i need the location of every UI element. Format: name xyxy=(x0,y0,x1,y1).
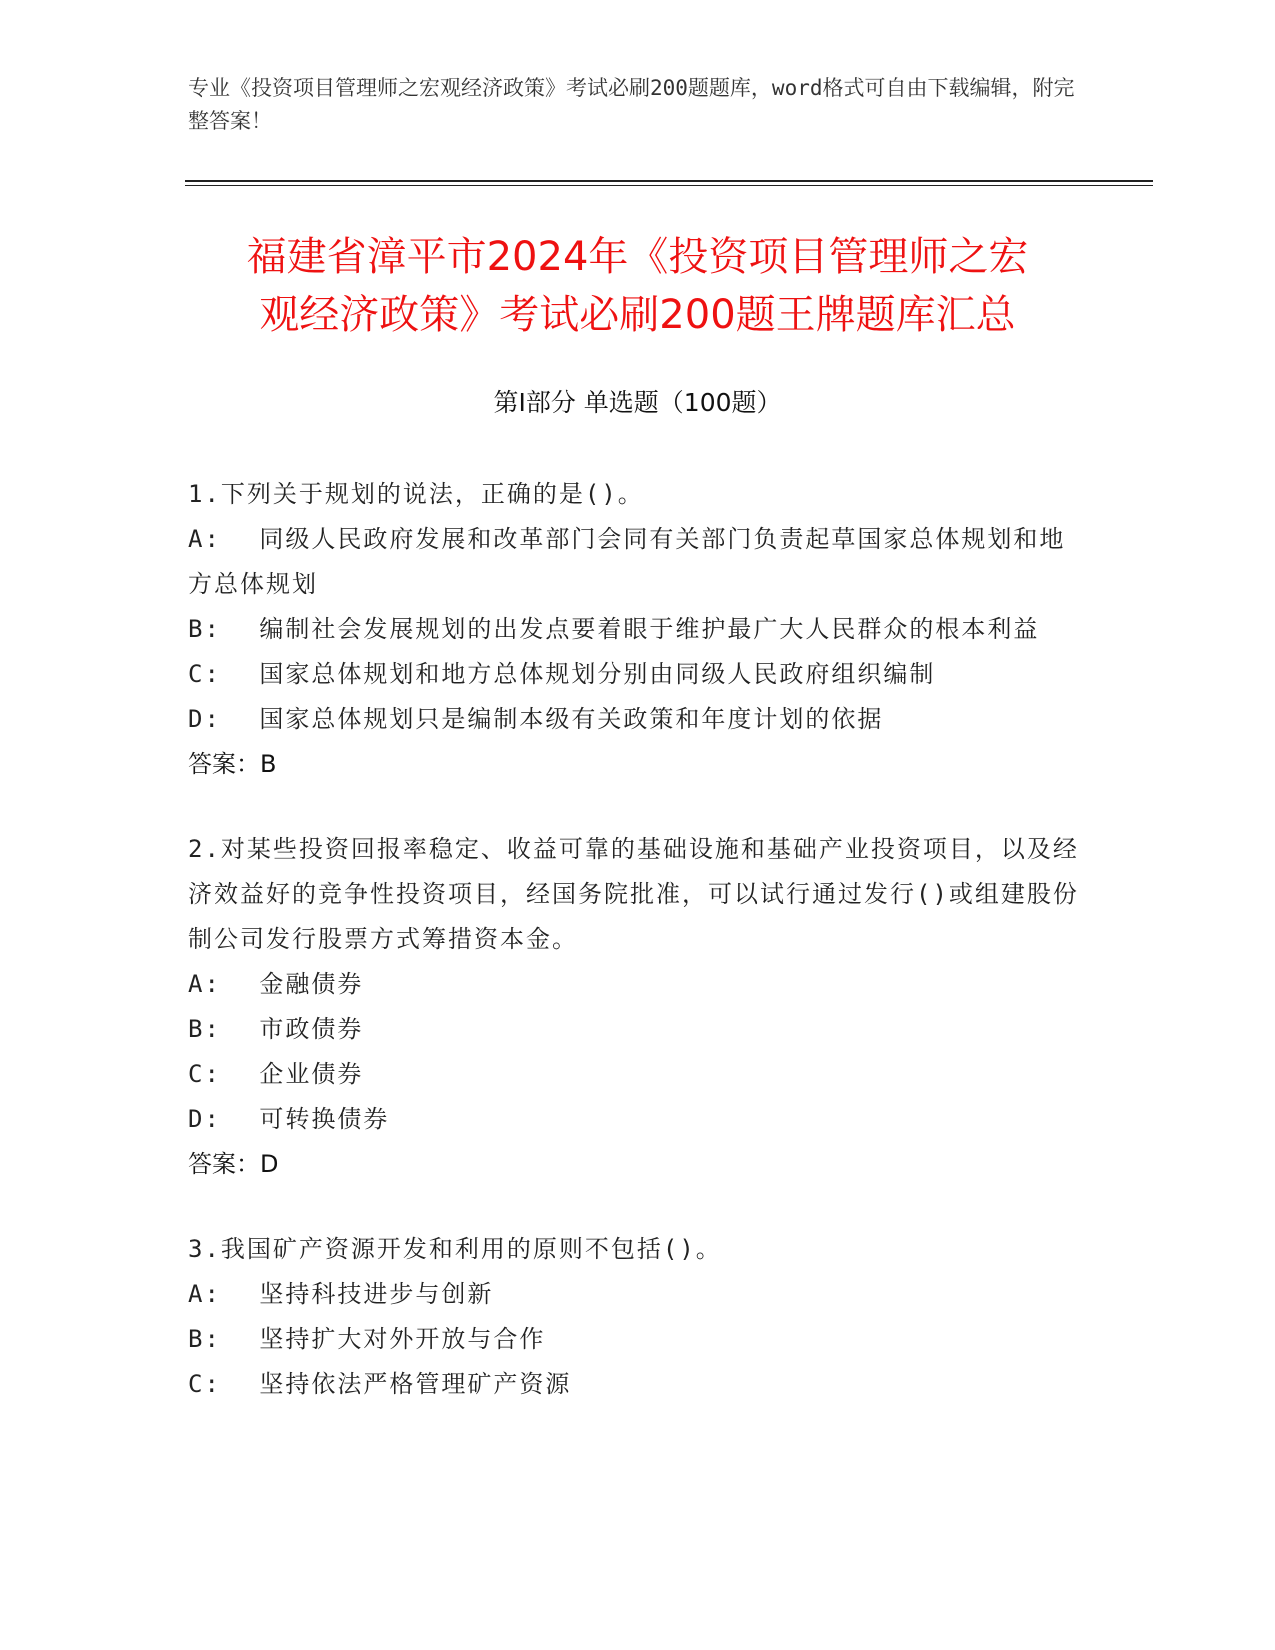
option-key: A: xyxy=(188,1280,221,1308)
answer-line: 答案：D xyxy=(188,1150,279,1178)
option-text: 坚持扩大对外开放与合作 xyxy=(259,1325,546,1353)
section-title: 第I部分 单选题（100题） xyxy=(493,388,782,417)
question-item xyxy=(188,827,1083,1187)
option-text: 国家总体规划只是编制本级有关政策和年度计划的依据 xyxy=(259,705,884,733)
option-b xyxy=(188,1007,1083,1052)
option-a xyxy=(188,962,1083,1007)
option-key: D: xyxy=(188,1105,221,1133)
option-key: C: xyxy=(188,660,221,688)
option-text: 编制社会发展规划的出发点要着眼于维护最广大人民群众的根本利益 xyxy=(259,615,1040,643)
option-d xyxy=(188,1097,1083,1142)
question-item xyxy=(188,1227,1083,1407)
option-text: 坚持依法严格管理矿产资源 xyxy=(259,1370,572,1398)
option-text: 金融债券 xyxy=(259,970,364,998)
question-stem: 1.下列关于规划的说法，正确的是()。 xyxy=(188,480,644,508)
option-c xyxy=(188,652,1083,697)
option-key: D: xyxy=(188,705,221,733)
option-text: 坚持科技进步与创新 xyxy=(259,1280,494,1308)
option-b xyxy=(188,1317,1083,1362)
option-text: 可转换债券 xyxy=(259,1105,390,1133)
option-d xyxy=(188,697,1083,742)
option-text: 同级人民政府发展和改革部门会同有关部门负责起草国家总体规划和地方总体规划 xyxy=(188,525,1066,598)
question-list xyxy=(188,472,1083,1447)
title-line-2: 观经济政策》考试必刷200题王牌题库汇总 xyxy=(259,292,1016,338)
answer-line: 答案：B xyxy=(188,750,277,778)
option-a xyxy=(188,1272,1083,1317)
option-text: 国家总体规划和地方总体规划分别由同级人民政府组织编制 xyxy=(259,660,936,688)
option-a xyxy=(188,517,1083,607)
header-note: 专业《投资项目管理师之宏观经济政策》考试必刷200题题库，word格式可自由下载编辑，附完整答案！ xyxy=(188,76,1075,133)
option-c xyxy=(188,1052,1083,1097)
question-stem: 3.我国矿产资源开发和利用的原则不包括()。 xyxy=(188,1235,722,1263)
option-key: B: xyxy=(188,615,221,643)
document-title xyxy=(150,228,1125,344)
option-c xyxy=(188,1362,1083,1407)
title-line-1: 福建省漳平市2024年《投资项目管理师之宏 xyxy=(246,234,1029,280)
question-item xyxy=(188,472,1083,787)
header-divider-thick xyxy=(185,180,1153,182)
option-key: C: xyxy=(188,1060,221,1088)
option-key: A: xyxy=(188,525,221,553)
option-key: A: xyxy=(188,970,221,998)
option-key: B: xyxy=(188,1015,221,1043)
option-key: C: xyxy=(188,1370,221,1398)
option-text: 企业债券 xyxy=(259,1060,364,1088)
question-stem: 2.对某些投资回报率稳定、收益可靠的基础设施和基础产业投资项目，以及经济效益好的竞争性投资项目，经国务院批准，可以试行通过发行()或组建股份制公司发行股票方式筹措资本金。 xyxy=(188,835,1079,953)
option-text: 市政债券 xyxy=(259,1015,364,1043)
option-b xyxy=(188,607,1083,652)
option-key: B: xyxy=(188,1325,221,1353)
header-divider-thin xyxy=(185,185,1153,186)
